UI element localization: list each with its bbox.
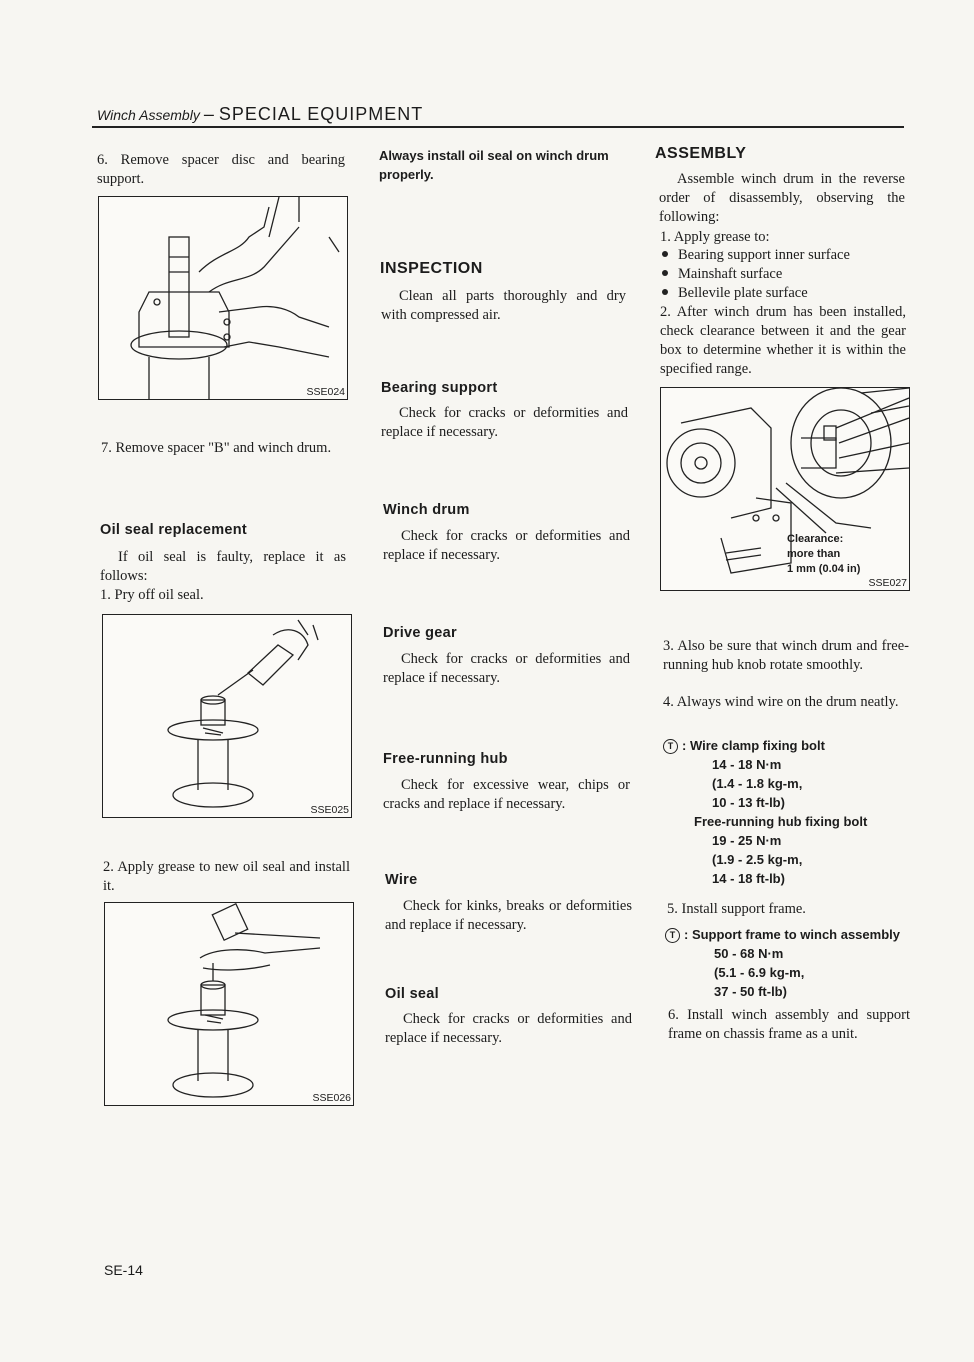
gear-heading: Drive gear [383,625,457,641]
bullet-item: Bellevile plate surface [660,284,906,303]
inspection-text: Clean all parts thoroughly and dry with compressed air. [381,288,626,323]
gearbox-clearance-illustration [661,388,909,590]
clearance-callout: Clearance: more than 1 mm (0.04 in) [787,533,861,575]
gear-text: Check for cracks or deformities and replace if necessary. [383,651,630,686]
oil-seal-heading: Oil seal replacement [100,522,248,538]
assembly-step5: 5. Install support frame. [667,901,806,917]
col1-step7: 7. Remove spacer "B" and winch drum. [101,440,332,456]
figure-sse024 [98,196,348,400]
torque-icon: T [663,739,678,754]
install-oil-seal-illustration [105,903,353,1105]
drum-heading: Winch drum [383,502,470,518]
bullet-item: Bearing support inner surface [660,246,906,265]
assembly-step4: 4. Always wind wire on the drum neatly. [663,694,899,710]
assembly-step2: 2. After winch drum has been installed, check clearance between it and the gear box to determine whether it is within the specified range. [660,304,906,377]
oil-seal-step2: 2. Apply grease to new oil seal and install it. [103,859,350,894]
figure-label: SSE027 [868,577,907,589]
assembly-heading: ASSEMBLY [655,145,747,162]
page-number: SE-14 [104,1262,143,1278]
figure-label: SSE025 [310,804,349,816]
oil-seal-intro: If oil seal is faulty, replace it as follows: [100,549,346,584]
torque-spec-support-frame: T : Support frame to winch assembly 50 - 68 N·m (5.1 - 6.9 kg-m, 37 - 50 ft-lb) [665,925,911,1001]
bearing-heading: Bearing support [381,380,498,396]
oilseal-heading: Oil seal [385,986,439,1002]
col1-step6: 6. Remove spacer disc and bearing support. [97,152,345,187]
bullet-icon [662,251,668,257]
header-rule [92,126,904,128]
wire-heading: Wire [385,872,418,888]
bullet-item: Mainshaft surface [660,265,906,284]
figure-sse025 [102,614,352,818]
figure-sse026 [104,902,354,1106]
figure-label: SSE026 [312,1092,351,1104]
pry-oil-seal-illustration [103,615,351,817]
bearing-support-illustration [99,197,347,399]
col2-note: Always install oil seal on winch drum properly. [379,148,609,182]
header-dash: – [203,104,215,124]
header-title: SPECIAL EQUIPMENT [218,104,424,124]
torque-icon: T [665,928,680,943]
bearing-text: Check for cracks or deformities and replace if necessary. [381,405,628,440]
torque-spec-wire-clamp: T : Wire clamp fixing bolt 14 - 18 N·m (1.4 - 1.8 kg-m, 10 - 13 ft-lb) Free-running hub fixing bolt 19 - 25 N·m (1.9 - 2.5 kg-m, 14 - 18 ft-lb) [663,736,909,888]
oil-seal-step1: 1. Pry off oil seal. [100,587,204,603]
grease-bullet-list [660,246,906,303]
drum-text: Check for cracks or deformities and replace if necessary. [383,528,630,563]
hub-text: Check for excessive wear, chips or cracks and replace if necessary. [383,777,630,812]
hub-heading: Free-running hub [383,751,508,767]
figure-sse027 [660,387,910,591]
page-header [97,104,423,125]
figure-label: SSE024 [306,386,345,398]
assembly-step1: 1. Apply grease to: [660,229,770,245]
assembly-step3: 3. Also be sure that winch drum and free-running hub knob rotate smoothly. [663,638,909,673]
assembly-intro: Assemble winch drum in the reverse order of disassembly, observing the following: [659,171,905,225]
bullet-icon [662,289,668,295]
bullet-icon [662,270,668,276]
header-section: Winch Assembly [97,107,200,123]
wire-text: Check for kinks, breaks or deformities and replace if necessary. [385,898,632,933]
oilseal-text: Check for cracks or deformities and replace if necessary. [385,1011,632,1046]
assembly-step6: 6. Install winch assembly and support frame on chassis frame as a unit. [668,1007,910,1042]
inspection-heading: INSPECTION [380,260,483,277]
